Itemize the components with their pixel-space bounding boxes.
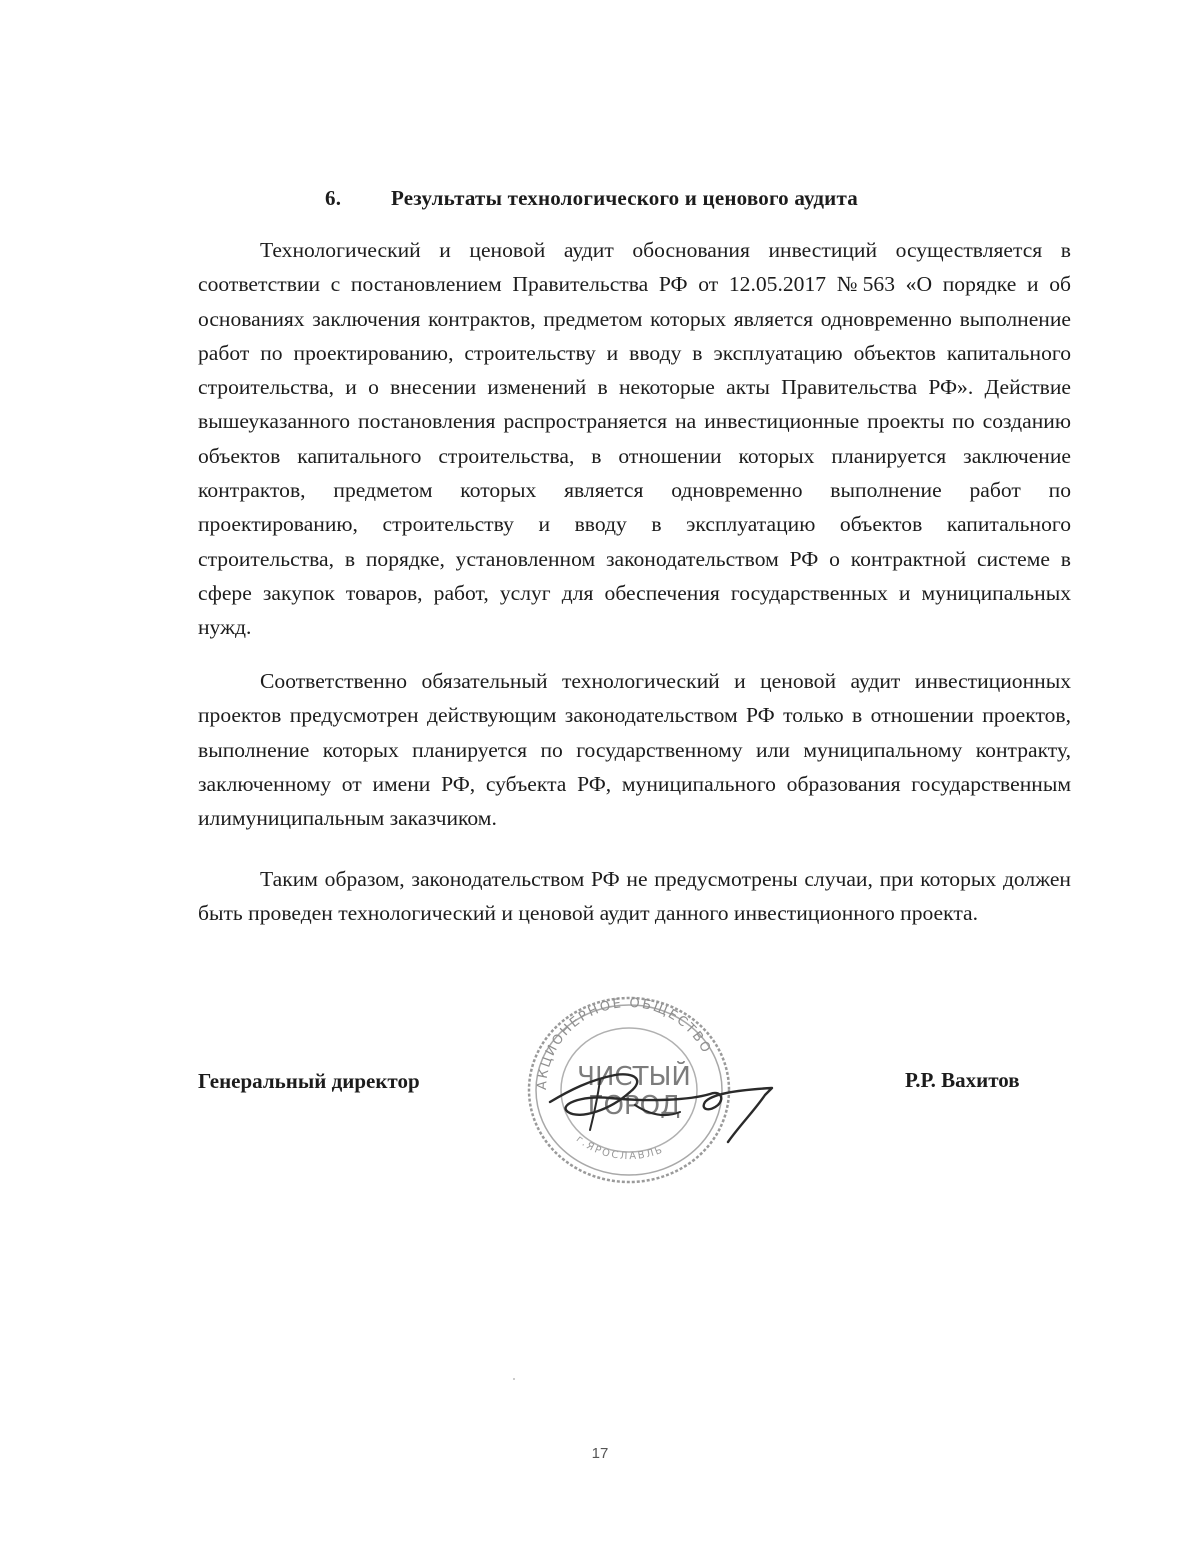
seal-bottom-text: г.ЯРОСЛАВЛЬ [573, 1133, 666, 1163]
paragraph-2: Соответственно обязательный технологический и ценовой аудит инвестиционных проектов предусмотрен действующим законодательством РФ только в отношении проектов, выполнение которых планируется по государственному или муниципальному контракту, заключенному от имени РФ, субъекта РФ, муниципального образования государственным илимуниципальным заказчиком. [198, 669, 1071, 831]
seal-center-line-1: ЧИСТЫЙ [577, 1062, 691, 1092]
section-title: Результаты технологического и ценового аудита [391, 186, 858, 210]
signer-position: Генеральный директор [198, 1069, 420, 1093]
scan-speck [513, 1378, 515, 1380]
handwritten-signature [540, 1050, 780, 1150]
paragraph-1: Технологический и ценовой аудит обоснования инвестиций осуществляется в соответствии с постановлением Правительства РФ от 12.05.2017 №563 «О порядке и об основаниях заключения контрактов, предметом которых является одновременно выполнение работ по проектированию, строительству и вводу в эксплуатацию объектов капитального строительства, и о внесении изменений в некоторые акты Правительства РФ». Действие вышеуказанного постановления распространяется на инвестиционные проекты по созданию объектов капитального строительства, в отношении которых планируется заключение контрактов, предметом которых является одновременно выполнение работ по проектированию, строительству и вводу в эксплуатацию объектов капитального строительства, в порядке, установленном законодательством РФ о контрактной системе в сфере закупок товаров, работ, услуг для обеспечения государственных и муниципальных нужд. [198, 238, 1071, 640]
signer-name: Р.Р. Вахитов [905, 1068, 1020, 1092]
page-number: 17 [591, 1445, 609, 1462]
seal-center-line-2: ГОРОД [587, 1091, 681, 1121]
paragraph-3: Таким образом, законодательством РФ не предусмотрены случаи, при которых должен быть проведен технологический и ценовой аудит данного инвестиционного проекта. [198, 867, 1071, 926]
section-heading [325, 186, 858, 211]
section-number: 6. [325, 186, 342, 210]
seal-outer-text: АКЦИОНЕРНОЕ ОБЩЕСТВО [534, 995, 715, 1091]
